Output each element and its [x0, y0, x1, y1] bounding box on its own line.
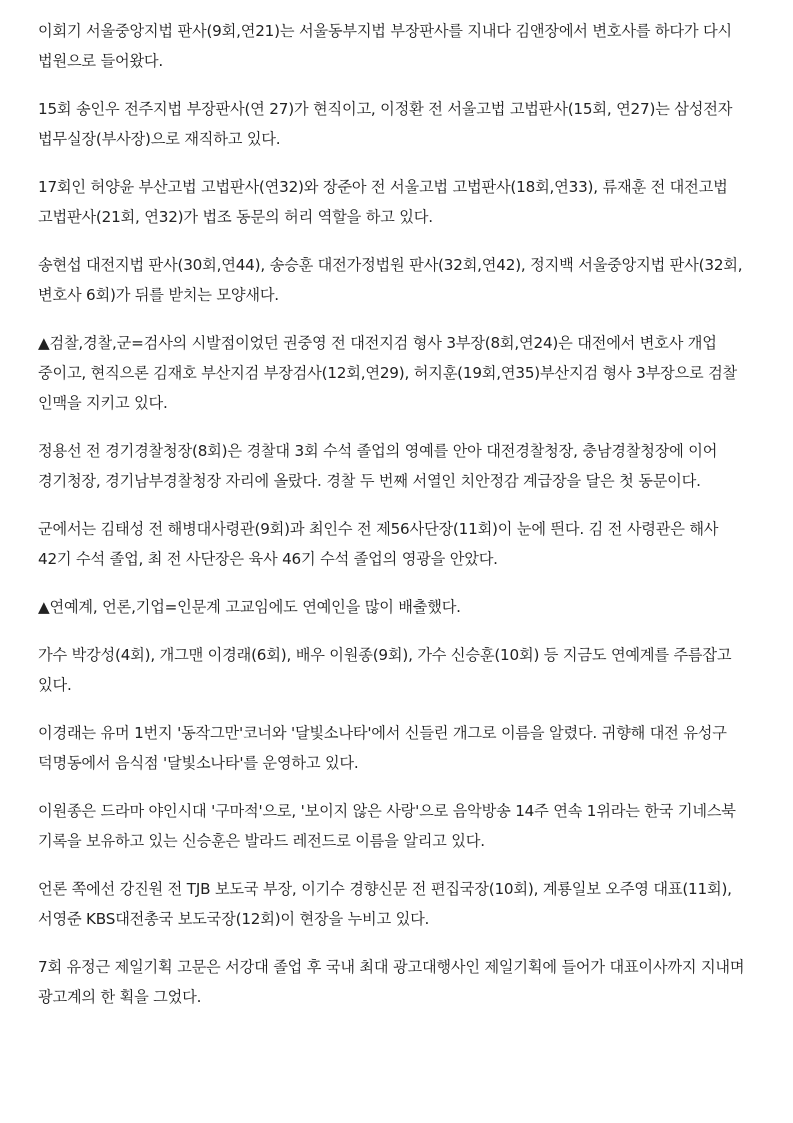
paragraph-advertising: 7회 유정근 제일기획 고문은 서강대 졸업 후 국내 최대 광고대행사인 제일기획에 들어가 대표이사까지 지내며 광고계의 한 획을 그었다. — [38, 958, 745, 1006]
paragraph-entertainment-heading: ▲연예계, 언론,기업=인문계 고교임에도 연예인을 많이 배출했다. — [38, 598, 461, 616]
paragraph-police: 정용선 전 경기경찰청장(8회)은 경찰대 3회 수석 졸업의 영예를 안아 대전경찰청장, 충남경찰청장에 이어 경기청장, 경기남부경찰청장 자리에 올랐다. 경찰 두 번째 서열인 치안정감 계급장을 달은 첫 동문이다. — [38, 442, 718, 490]
paragraph-prosecutors: ▲검찰,경찰,군=검사의 시발점이었던 권중영 전 대전지검 형사 3부장(8회,연24)은 대전에서 변호사 개업 중이고, 현직으론 김재호 부산지검 부장검사(12회,연29), 허지훈(19회,연35)부산지검 형사 3부장으로 검찰 인맥을 지키고 있다. — [38, 334, 738, 412]
paragraph-military: 군에서는 김태성 전 해병대사령관(9회)과 최인수 전 제56사단장(11회)이 눈에 띈다. 김 전 사령관은 해사 42기 수석 졸업, 최 전 사단장은 육사 46기 수석 졸업의 영광을 안았다. — [38, 520, 719, 568]
paragraph-entertainers: 가수 박강성(4회), 개그맨 이경래(6회), 배우 이원종(9회), 가수 신승훈(10회) 등 지금도 연예계를 주름잡고 있다. — [38, 646, 732, 694]
paragraph-judges-song: 15회 송인우 전주지법 부장판사(연 27)가 현직이고, 이정환 전 서울고법 고법판사(15회, 연27)는 삼성전자 법무실장(부사장)으로 재직하고 있다. — [38, 100, 733, 148]
paragraph-press: 언론 쪽에선 강진원 전 TJB 보도국 부장, 이기수 경향신문 전 편집국장(10회), 계룡일보 오주영 대표(11회), 서영준 KBS대전총국 보도국장(12회)이 현장을 누비고 있다. — [38, 880, 732, 928]
paragraph-actor-singer: 이원종은 드라마 야인시대 '구마적'으로, '보이지 않은 사랑'으로 음악방송 14주 연속 1위라는 한국 기네스북 기록을 보유하고 있는 신승훈은 발라드 레전드로 이름을 알리고 있다. — [38, 802, 736, 850]
paragraph-judges-lee: 이회기 서울중앙지법 판사(9회,연21)는 서울동부지법 부장판사를 지내다 김앤장에서 변호사를 하다가 다시 법원으로 들어왔다. — [38, 22, 732, 70]
article-body — [38, 16, 756, 1030]
paragraph-judges-young: 송현섭 대전지법 판사(30회,연44), 송승훈 대전가정법원 판사(32회,연42), 정지백 서울중앙지법 판사(32회,변호사 6회)가 뒤를 받치는 모양새다. — [38, 256, 743, 304]
paragraph-comedian: 이경래는 유머 1번지 '동작그만'코너와 '달빛소나타'에서 신들린 개그로 이름을 알렸다. 귀향해 대전 유성구 덕명동에서 음식점 '달빛소나타'를 운영하고 있다. — [38, 724, 727, 772]
paragraph-judges-heo: 17회인 허양윤 부산고법 고법판사(연32)와 장준아 전 서울고법 고법판사(18회,연33), 류재훈 전 대전고법 고법판사(21회, 연32)가 법조 동문의 허리 역할을 하고 있다. — [38, 178, 728, 226]
